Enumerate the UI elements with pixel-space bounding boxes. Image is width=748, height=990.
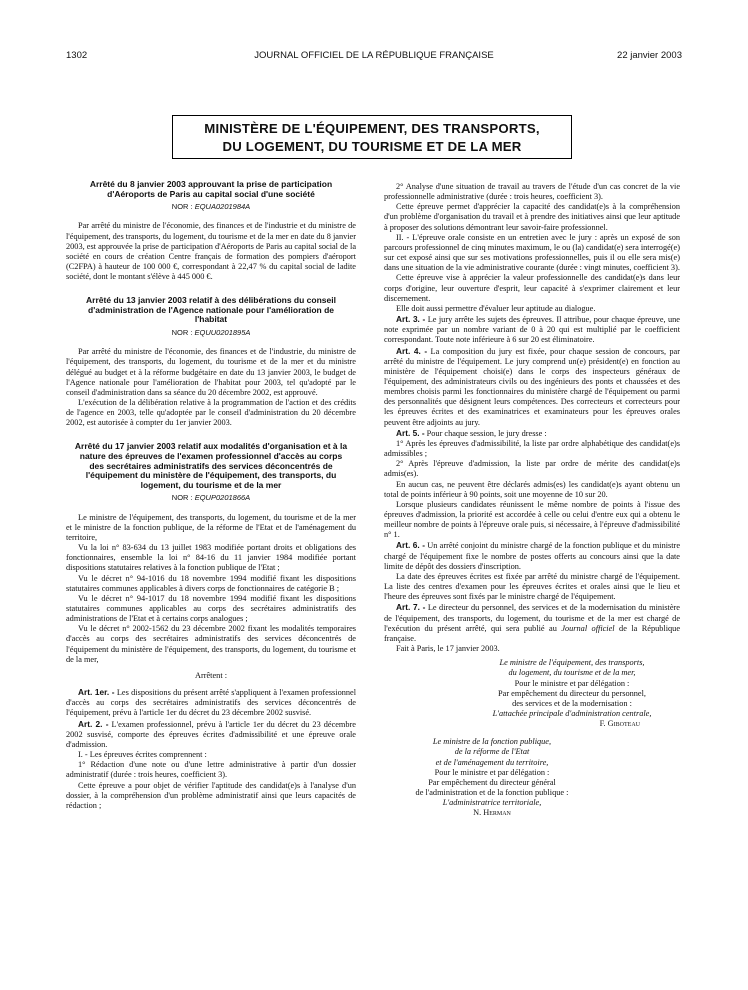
section-i: I. - Les épreuves écrites comprennent :: [78, 750, 207, 760]
article-1: [66, 687, 356, 718]
article-7-jo: Journal officiel: [561, 623, 615, 633]
sig1-line-a: Le ministre de l'équipement, des transports,: [499, 658, 645, 668]
article-6-text: Un arrêté conjoint du ministre chargé de la fonction publique et du ministre chargé de l'équipement fixe le nombre de postes offerts au concours ainsi que la date limite de dépôt des dossiers d'inscription.: [384, 541, 680, 571]
sig1-line-b: du logement, du tourisme et de la mer,: [508, 668, 636, 678]
sig2-line-b: de la réforme de l'Etat: [454, 747, 530, 757]
article-3-label: Art. 3. -: [396, 314, 426, 325]
arrete-1-nor: [66, 202, 356, 212]
arrete-2-p2: L'exécution de la délibération relative à la programmation de l'action et des crédits de l'agence en 2003, telle qu'adoptée par le conseil d'administration du 20 décembre 2002, est autorisée à compter du 1er janvier 2003.: [66, 398, 356, 428]
sig2-line-g: L'administratrice territoriale,: [442, 798, 542, 808]
article-5-1: 1° Après les épreuves d'admissibilité, la liste par ordre alphabétique des candidat(e)s admissibles ;: [384, 438, 680, 459]
article-2-text: L'examen professionnel, prévu à l'article 1er du décret du 23 décembre 2002 susvisé, comporte des épreuves écrites d'admissibilité et une épreuve orale d'admission.: [66, 719, 356, 749]
arretent: Arrêtent :: [194, 670, 228, 680]
article-5-text: Pour chaque session, le jury dresse :: [426, 428, 547, 438]
arrete-2-nor: [66, 328, 356, 338]
article-7-label: Art. 7. -: [396, 602, 426, 613]
article-5-3: En aucun cas, ne peuvent être déclarés admis(es) les candidat(e)s ayant obtenu un total de points inférieur à 90 points, soit une moyenne de 10 sur 20.: [384, 479, 680, 499]
article-5: [384, 428, 680, 439]
nor-code: EQUU0201895A: [194, 328, 251, 338]
sig2-line-f: de l'administration et de la fonction publique :: [415, 788, 569, 798]
section-i-1b: Cette épreuve a pour objet de vérifier l'aptitude des candidat(e)s à l'analyse d'un dossier, à la compréhension d'un problème administratif ainsi que leurs capacités de rédaction ;: [66, 780, 356, 810]
vu-3: Vu le décret n° 94-1017 du 18 novembre 1994 modifié fixant les dispositions statutaires communes applicables au corps des secrétaires administratifs des administrations de l'Etat et à certains corps analogues ;: [66, 593, 356, 624]
nor-label: NOR :: [171, 493, 195, 503]
nor-code: EQUA0201984A: [194, 202, 251, 212]
vu-1: Vu la loi n° 83-634 du 13 juillet 1983 modifiée portant droits et obligations des fonctionnaires, ensemble la loi n° 84-16 du 11 janvier 1984 modifiée portant dispositions statutaires relatives à la fonction publique de l'Etat ;: [66, 543, 356, 573]
nor-code: EQUP0201866A: [194, 493, 251, 503]
right-column: [384, 182, 680, 819]
section-ii: II. - L'épreuve orale consiste en un entretien avec le jury : après un exposé de son parcours professionnel de cinq minutes maximum, le ou (la) candidat(e) sera interrogé(e) sur cet exposé ainsi que sur ses motivations professionnelles, puis il ou elle sera mis(e) dans une situation de la vie administrative courante (durée : vingt minutes, coefficient 3).: [384, 232, 680, 273]
section-ii-b: Cette épreuve vise à apprécier la valeur professionnelle des candidat(e)s dans leur corps d'origine, leur ouverture d'esprit, leur capacité à s'exprimer clairement et leur discernement.: [384, 273, 680, 303]
section-i-2: 2° Analyse d'une situation de travail au travers de l'étude d'un cas concret de la vie professionnelle administrative (durée : trois heures, coefficient 3).: [384, 182, 680, 202]
article-7-text-b: de la République française.: [384, 623, 680, 643]
section-ii-c: Elle doit aussi permettre d'évaluer leur aptitude au dialogue.: [396, 303, 596, 313]
arrete-3-intro: Le ministre de l'équipement, des transports, du logement, du tourisme et de la mer et le ministre de la fonction publique, de la réforme de l'Etat et de l'aménagement du territoire,: [66, 512, 356, 542]
sig1-line-e: des services et de la modernisation :: [512, 698, 632, 708]
arrete-3-nor: [66, 493, 356, 503]
article-7: [384, 602, 680, 644]
article-2-label: Art. 2. -: [78, 718, 109, 729]
article-6: [384, 540, 680, 571]
signature-block-2: [384, 737, 600, 818]
page-number: 1302: [66, 50, 88, 61]
article-1-text: Les dispositions du présent arrêté s'appliquent à l'examen professionnel d'accès au corps des secrétaires administratifs des services déconcentrés de l'équipement, prévu à l'article 1er du décret du 23 décembre 2002 susvisé.: [66, 688, 357, 718]
signature-block-1: [464, 658, 680, 729]
section-i-2b: Cette épreuve permet d'apprécier la capacité des candidat(e)s à la compréhension d'un problème d'organisation du travail et à prendre des initiatives ainsi que leur aptitude à proposer des solutions démontrant leur savoir-faire professionnel.: [384, 202, 680, 232]
article-5-4: Lorsque plusieurs candidates réunissent le même nombre de points à l'issue des épreuves d'admission, la priorité est accordée à celle ou celui d'entre eux qui a obtenu le meilleur nombre de points à l'épreuve orale puis, si nécessaire, à l'épreuve d'admissibilité n° 1.: [384, 499, 680, 540]
article-7-text-a: Le directeur du personnel, des services et de la modernisation du ministère de l'équipement, des transports, du logement, du tourisme et de la mer est chargé de l'exécution du présent arrêté, qui sera publié au: [384, 603, 680, 633]
article-2: [66, 719, 356, 750]
journal-title: JOURNAL OFFICIEL DE LA RÉPUBLIQUE FRANÇAISE: [254, 50, 494, 61]
arrete-2-title: Arrêté du 13 janvier 2003 relatif à des délibérations du conseil d'administration de l'Agence nationale pour l'amélioration de l'habitat: [86, 295, 336, 325]
sig1-line-d: Par empêchement du directeur du personnel,: [498, 688, 646, 698]
vu-4: Vu le décret n° 2002-1562 du 23 décembre 2002 fixant les modalités temporaires d'accès au corps des secrétaires administratifs des services déconcentrés de l'équipement du ministère de l'équipement, des transports, du logement, du tourisme et de la mer,: [66, 624, 356, 664]
article-3: [384, 314, 680, 345]
nor-label: NOR :: [171, 202, 195, 212]
article-3-text: Le jury arrête les sujets des épreuves. Il attribue, pour chaque épreuve, une note exprimée par un nombre variant de 0 à 20 qui est multiplié par le coefficient correspondant. Toute note inférieure à 6 sur 20 est éliminatoire.: [384, 315, 680, 345]
banner-line-2: DU LOGEMENT, DU TOURISME ET DE LA MER: [222, 139, 522, 154]
arrete-3-title: Arrêté du 17 janvier 2003 relatif aux modalités d'organisation et à la nature des épreuves de l'examen professionnel d'accès au corps des secrétaires administratifs des services déconcentrés de l'équipement du ministère de l'équipement, des transports, du logement, du tourisme et de la mer: [74, 441, 348, 490]
arrete-2-p1: Par arrêté du ministre de l'économie, des finances et de l'industrie, du ministre de l'équipement, des transports, du logement, du tourisme et de la mer et du ministre délégué au budget et à la réforme budgétaire en date du 13 janvier 2003, le budget de l'Agence nationale pour l'amélioration de l'habitat pour 2003, tel qu'adopté par le conseil d'administration dans sa séance du 20 décembre 2002, est approuvé.: [66, 347, 356, 397]
nor-label: NOR :: [171, 328, 195, 338]
fait-a-paris: Fait à Paris, le 17 janvier 2003.: [396, 644, 500, 654]
ministry-banner: [172, 115, 572, 159]
sig1-name: F. Giboteau: [599, 719, 640, 729]
sig1-line-f: L'attachée principale d'administration centrale,: [492, 708, 652, 718]
sig2-line-e: Par empêchement du directeur général: [428, 777, 556, 787]
article-6-label: Art. 6. -: [396, 540, 425, 551]
arrete-1-body: Par arrêté du ministre de l'économie, des finances et de l'industrie et du ministre de l'équipement, des transports, du logement, du tourisme et de la mer en date du 8 janvier 2003, est approuvée la prise de participation d'Aéroports de Paris au capital social de la société en cours de création Centre français de formation des pompiers d'aéroport (C2FPA) à hauteur de 100 000 €, correspondant à 22,47 % du capital social de ladite société, dont le montant s'élève à 445 000 €.: [66, 221, 356, 282]
banner-line-1: MINISTÈRE DE L'ÉQUIPEMENT, DES TRANSPORTS,: [204, 121, 540, 136]
sig2-line-a: Le ministre de la fonction publique,: [432, 737, 552, 747]
vu-2: Vu le décret n° 94-1016 du 18 novembre 1994 modifié fixant les dispositions statutaires communes applicables à divers corps de fonctionnaires de catégorie B ;: [66, 573, 356, 593]
article-4-text: La composition du jury est fixée, pour chaque session de concours, par arrêté du ministre de l'équipement. Le jury comprend un(e) président(e) en fonction au ministère de l'équipement choisi(e) dans le corps des inspecteurs généraux de l'équipement, des administrateurs civils ou des ingénieurs des ponts et chaussées et des membres choisis parmi les fonctionnaires du ministère chargé de l'équipement ou parmi des personnalités que désignent leurs compétences. Des correcteurs et correcteurs pour les épreuves écrites et des examinatrices et examinateurs pour les épreuves orales peuvent être adjoints au jury.: [384, 346, 680, 427]
page-header: [66, 50, 682, 64]
article-5-2: 2° Après l'épreuve d'admission, la liste par ordre de mérite des candidat(e)s admis(es).: [384, 459, 680, 479]
sig2-name: N. Herman: [473, 808, 511, 818]
article-4-label: Art. 4. -: [396, 345, 428, 356]
article-4: [384, 346, 680, 428]
sig1-line-c: Pour le ministre et par délégation :: [514, 678, 630, 688]
article-6-b: La date des épreuves écrites est fixée par arrêté du ministre chargé de l'équipement. La liste des centres d'examen pour les épreuves écrites et orales ainsi que le lieu et l'heure des épreuves sont fixés par le ministre chargé de l'équipement.: [384, 571, 680, 602]
left-column: [66, 180, 356, 811]
sig2-line-c: et de l'aménagement du territoire,: [435, 757, 549, 767]
issue-date: 22 janvier 2003: [617, 50, 682, 61]
article-1-label: Art. 1er. -: [78, 687, 115, 698]
arrete-1-title: Arrêté du 8 janvier 2003 approuvant la prise de participation d'Aéroports de Paris au capital social d'une société: [89, 179, 333, 199]
section-i-1: 1° Rédaction d'une note ou d'une lettre administrative à partir d'un dossier administratif (durée : trois heures, coefficient 3).: [66, 760, 356, 780]
article-5-label: Art. 5. -: [396, 427, 425, 438]
sig2-line-d: Pour le ministre et par délégation :: [434, 767, 550, 777]
